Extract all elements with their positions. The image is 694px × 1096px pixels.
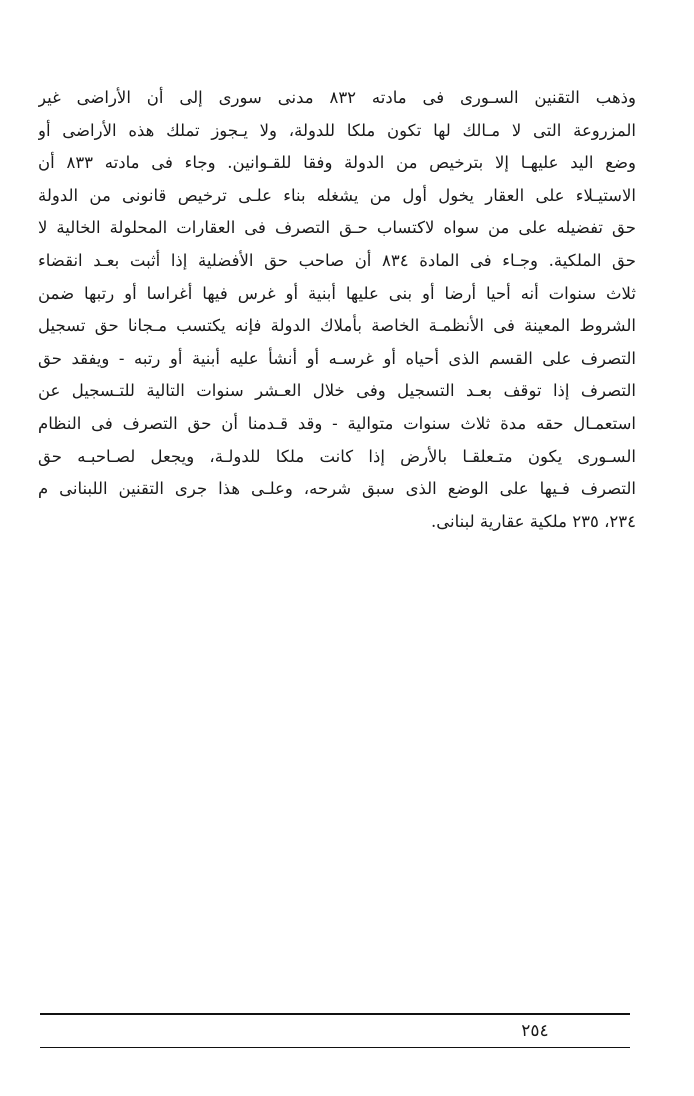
page-number: ٢٥٤ (521, 1021, 549, 1041)
footer-rule-top (40, 1013, 630, 1015)
text-line-last: ٢٣٤، ٢٣٥ ملكية عقارية لبنانى. (431, 511, 636, 531)
text-line: استعمـال حقه مدة ثلاث سنوات متوالية - وقد قـدمنا أن حق التصرف فى النظام (38, 413, 636, 433)
text-line: الاستيـلاء على العقار يخول أول من يشغله بناء علـى ترخيص قانونى من الدولة (38, 185, 636, 205)
body-text (38, 82, 636, 538)
text-line: المزروعة التى لا مـالك لها تكون ملكا للدولة، ولا يـجوز تملك هذه الأراضى أو (38, 120, 636, 140)
text-line: التصرف إذا توقف بعـد التسجيل وفى خلال العـشر سنوات التالية للتـسجيل عن (38, 381, 636, 401)
text-line: السـورى يكون متـعلقـا بالأرض إذا كانت ملكا للدولـة، ويجعل لصـاحبـه حق (38, 446, 636, 466)
text-line: حق الملكية. وجـاء فى المادة ٨٣٤ أن صاحب حق الأفضلية إذا أثبت بعـد انقضاء (38, 250, 636, 270)
text-line: ثلاث سنوات أنه أحيا أرضا أو بنى عليها أبنية أو غرس فيها أغراسا أو رتبها ضمن (38, 283, 636, 303)
text-line: وذهب التقنين السـورى فى مادته ٨٣٢ مدنى سورى إلى أن الأراضى غير (38, 88, 636, 107)
text-line: وضع اليد عليهـا إلا بترخيص من الدولة وفقا للقـوانين. وجاء فى مادته ٨٣٣ أن (38, 153, 636, 173)
text-line: التصرف على القسم الذى أحياه أو غرسـه أو أنشأ عليه أبنية أو رتبه - ويفقد حق (38, 348, 636, 368)
footer-rule-bottom (40, 1047, 630, 1048)
text-line: الشروط المعينة فى الأنظمـة الخاصة بأملاك الدولة فإنه يكتسب مـجانا حق تسجيل (38, 316, 636, 336)
text-line: التصرف فـيها على الوضع الذى سبق شرحه، وعلـى هذا جرى التقنين اللبنانى م (38, 479, 636, 499)
text-line: حق تفضيله على من سواه لاكتساب حـق التصرف فى العقارات المحلولة الخالية لا (38, 218, 636, 238)
